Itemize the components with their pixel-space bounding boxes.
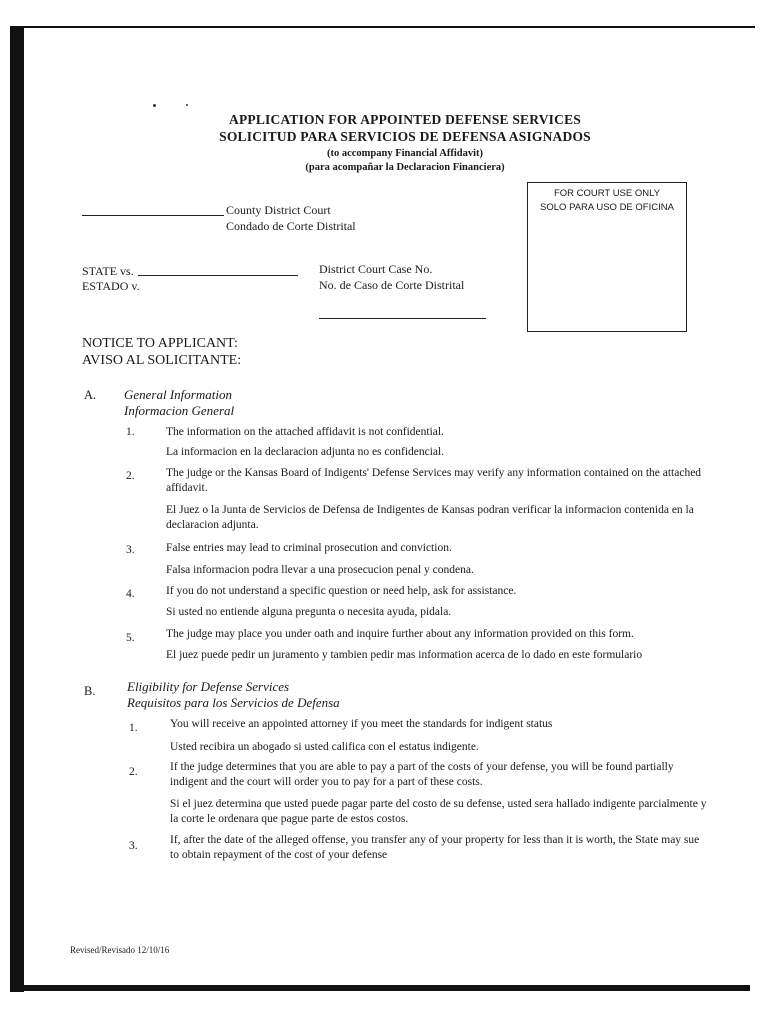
list-item: If the judge determines that you are able to pay a part of the costs of your defense, you will be found partially indigent and the court will order you to pay for a part of these costs. bbox=[170, 761, 674, 788]
form-subtitle-es: (para acompañar la Declaracion Financiera) bbox=[305, 162, 505, 173]
list-item: You will receive an appointed attorney if you meet the standards for indigent status bbox=[170, 718, 553, 730]
form-subtitle-en: (to accompany Financial Affidavit) bbox=[326, 148, 484, 159]
item-number: 2. bbox=[126, 470, 135, 482]
scan-edge-bottom bbox=[10, 985, 750, 991]
county-court-label-es: Condado de Corte Distrital bbox=[226, 219, 356, 233]
list-item: Falsa informacion podra llevar a una prosecucion penal y condena. bbox=[166, 564, 474, 576]
item-number: 1. bbox=[129, 722, 138, 734]
list-item: If, after the date of the alleged offense, you transfer any of your property for less than it is worth, the State may sue to obtain repayment of the cost of your defense bbox=[170, 834, 700, 861]
item-number: 3. bbox=[126, 544, 135, 556]
case-number-label-en: District Court Case No. bbox=[319, 262, 433, 276]
form-title-en: APPLICATION FOR APPOINTED DEFENSE SERVICES bbox=[229, 112, 581, 127]
section-a-title-en: General Information bbox=[124, 387, 232, 402]
notice-heading-es: AVISO AL SOLICITANTE: bbox=[82, 353, 242, 368]
item-number: 4. bbox=[126, 588, 135, 600]
list-item: El Juez o la Junta de Servicios de Defensa de Indigentes de Kansas podran verificar la informacion contenida en la declaracion adjunta. bbox=[166, 504, 694, 531]
section-a-title-es: Informacion General bbox=[124, 403, 235, 418]
list-item: Si el juez determina que usted puede pagar parte del costo de su defense, usted sera hallado indigente parcialmente y la corte le ordenara que pague parte de estos costos. bbox=[170, 798, 707, 825]
county-court-label-en: County District Court bbox=[226, 203, 331, 217]
state-vs-label-en: STATE vs. bbox=[82, 264, 134, 278]
list-item: Si usted no entiende alguna pregunta o necesita ayuda, pidala. bbox=[166, 606, 452, 618]
list-item: False entries may lead to criminal prosecution and conviction. bbox=[166, 542, 452, 554]
scan-speck bbox=[153, 104, 156, 107]
scan-edge-left bbox=[10, 26, 24, 992]
item-number: 1. bbox=[126, 426, 135, 438]
list-item: El juez puede pedir un juramento y tambien pedir mas information acerca de lo dado en este formulario bbox=[166, 649, 643, 661]
list-item: Usted recibira un abogado si usted califica con el estatus indigente. bbox=[170, 741, 479, 753]
notice-heading-en: NOTICE TO APPLICANT: bbox=[82, 336, 238, 351]
list-item: The judge may place you under oath and inquire further about any information provided on this form. bbox=[166, 628, 634, 640]
section-b-letter: B. bbox=[84, 684, 96, 698]
list-item: The information on the attached affidavit is not confidential. bbox=[166, 426, 444, 438]
section-b-title-es: Requisitos para los Servicios de Defensa bbox=[127, 695, 340, 710]
court-use-label-en: FOR COURT USE ONLY bbox=[553, 188, 661, 199]
list-item: The judge or the Kansas Board of Indigents' Defense Services may verify any information contained on the attached affidavit. bbox=[166, 467, 702, 494]
court-use-box bbox=[527, 182, 687, 332]
list-item: La informacion en la declaracion adjunta no es confidencial. bbox=[166, 446, 445, 458]
item-number: 3. bbox=[129, 840, 138, 852]
case-number-label-es: No. de Caso de Corte Distrital bbox=[319, 278, 465, 292]
item-number: 2. bbox=[129, 766, 138, 778]
defendant-name-field[interactable] bbox=[138, 275, 298, 276]
county-name-field[interactable] bbox=[82, 215, 224, 216]
section-b-title-en: Eligibility for Defense Services bbox=[127, 679, 290, 694]
list-item: If you do not understand a specific question or need help, ask for assistance. bbox=[166, 585, 517, 597]
court-use-label-es: SOLO PARA USO DE OFICINA bbox=[540, 202, 674, 213]
state-vs-label-es: ESTADO v. bbox=[82, 279, 140, 293]
form-title-es: SOLICITUD PARA SERVICIOS DE DEFENSA ASIGNADOS bbox=[219, 129, 591, 144]
scan-edge-top bbox=[10, 26, 755, 28]
scan-speck bbox=[186, 104, 188, 106]
item-number: 5. bbox=[126, 632, 135, 644]
case-number-field[interactable] bbox=[319, 318, 486, 319]
section-a-letter: A. bbox=[84, 388, 97, 402]
revision-date: Revised/Revisado 12/10/16 bbox=[70, 945, 170, 955]
